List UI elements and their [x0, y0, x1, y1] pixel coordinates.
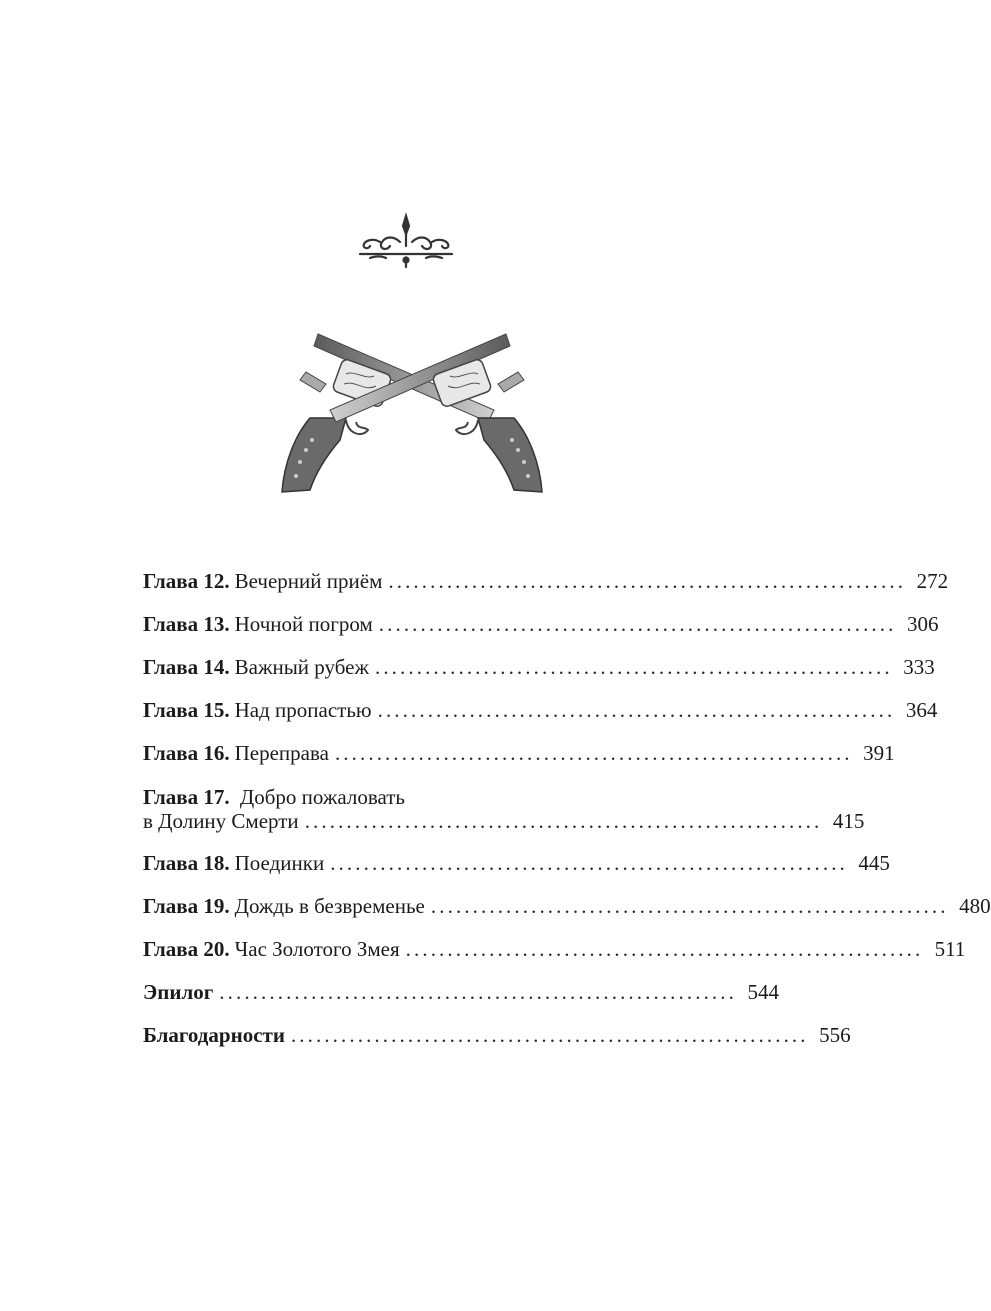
dot-leader: .............................................................. — [378, 612, 897, 636]
toc-entry[interactable] — [143, 842, 890, 885]
toc-entry-title-line2: в Долину Смерти — [143, 809, 299, 833]
toc-entry-label: Глава 14. — [143, 655, 230, 679]
dot-leader: .............................................................. — [304, 809, 823, 833]
dot-leader: .............................................................. — [377, 698, 896, 722]
toc-entry[interactable] — [143, 785, 865, 833]
dot-leader: .............................................................. — [330, 851, 848, 875]
toc-entry-title: Над пропастью — [234, 698, 372, 722]
toc-entry-title: Поединки — [234, 851, 325, 875]
crossed-revolvers-icon — [276, 322, 548, 498]
toc-entry[interactable] — [143, 885, 991, 928]
toc-entry-title: Дождь в безвременье — [234, 894, 425, 918]
dot-leader: .............................................................. — [334, 741, 853, 765]
toc-entry-label: Глава 13. — [143, 612, 230, 636]
toc-entry-label: Глава 15. — [143, 698, 230, 722]
toc-entry-label: Глава 18. — [143, 851, 230, 875]
toc-entry-label: Глава 16. — [143, 741, 230, 765]
toc-entry[interactable] — [143, 689, 938, 732]
dot-leader: .............................................................. — [219, 980, 737, 1004]
toc-entry-page: 511 — [934, 937, 966, 961]
toc-entry-page: 445 — [858, 851, 890, 875]
toc-entry-title: Вечерний приём — [234, 569, 383, 593]
toc-entry-page: 544 — [747, 980, 779, 1004]
toc-entry[interactable] — [143, 971, 779, 1014]
toc-entry-page: 480 — [959, 894, 991, 918]
toc-entry-page: 391 — [863, 741, 895, 765]
flourish-ornament-icon — [356, 212, 456, 270]
toc-entry-label: Благодарности — [143, 1023, 285, 1047]
table-of-contents — [143, 560, 991, 1057]
toc-entry[interactable] — [143, 928, 966, 971]
toc-entry-label: Глава 17. — [143, 785, 230, 809]
toc-entry-title: Ночной погром — [234, 612, 373, 636]
toc-entry[interactable] — [143, 560, 949, 603]
toc-entry-page: 415 — [832, 809, 865, 833]
toc-entry-label: Глава 12. — [143, 569, 230, 593]
toc-entry[interactable] — [143, 603, 939, 646]
toc-entry-label: Эпилог — [143, 980, 214, 1004]
toc-entry-title: Переправа — [234, 741, 329, 765]
toc-entry-title: Важный рубеж — [234, 655, 369, 679]
toc-entry-title: Час Золотого Змея — [234, 937, 400, 961]
toc-entry-page: 364 — [905, 698, 938, 722]
dot-leader: .............................................................. — [290, 1023, 809, 1047]
toc-entry[interactable] — [143, 1014, 851, 1057]
dot-leader: .............................................................. — [405, 937, 924, 961]
toc-entry-page: 556 — [819, 1023, 851, 1047]
dot-leader: .............................................................. — [388, 569, 907, 593]
dot-leader: .............................................................. — [430, 894, 949, 918]
toc-entry-title: Добро пожаловать — [239, 785, 406, 809]
dot-leader: .............................................................. — [374, 655, 893, 679]
toc-entry-page: 306 — [906, 612, 939, 636]
toc-entry[interactable] — [143, 732, 895, 775]
toc-entry-label: Глава 20. — [143, 937, 230, 961]
toc-entry-label: Глава 19. — [143, 894, 230, 918]
toc-entry[interactable] — [143, 646, 935, 689]
toc-entry-page: 272 — [916, 569, 949, 593]
toc-entry-page: 333 — [903, 655, 935, 679]
